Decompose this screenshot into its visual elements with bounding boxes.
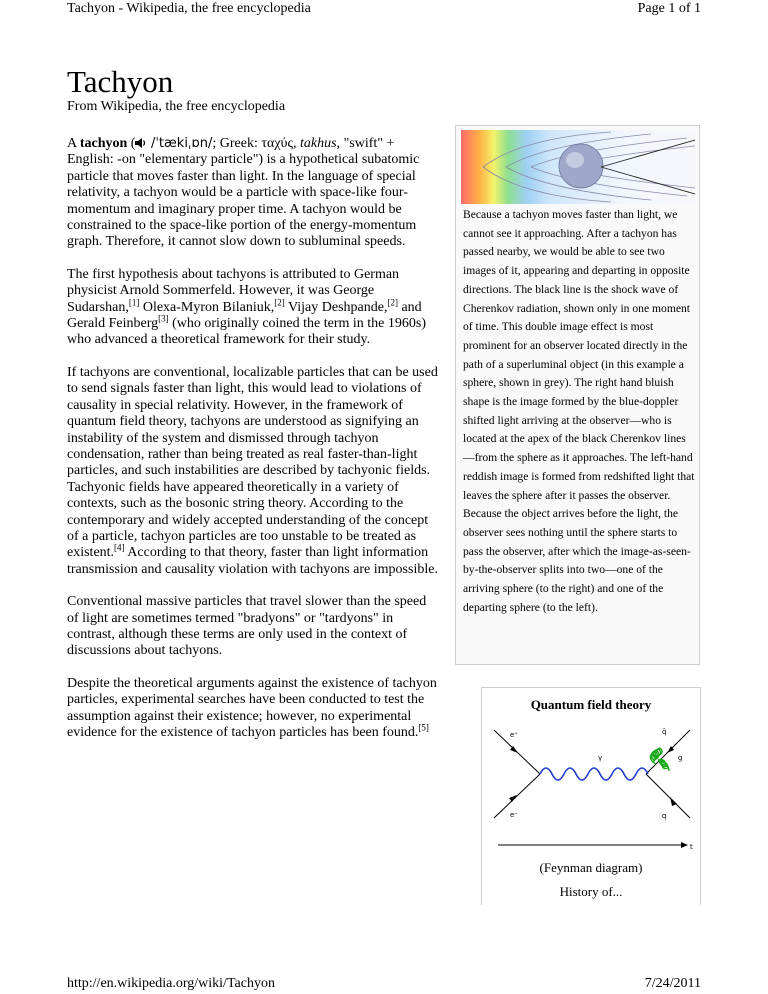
ref-2[interactable]: [2]: [274, 297, 285, 307]
ref-3[interactable]: [3]: [158, 313, 169, 324]
label-q: q: [662, 812, 667, 820]
history-of-link[interactable]: History of...: [559, 884, 623, 899]
label-e-plus: e⁺: [510, 731, 519, 739]
pronunciation[interactable]: /ˈtækiˌɒn/: [150, 136, 213, 151]
paragraph-experiments: Despite the theoretical arguments against the existence of tachyon particles, experimental searches have been conducted to test the assumption against their existence; however, no experimental evidence for the existence of tachyon particles has been found.[5]: [67, 675, 437, 740]
audio-speaker-icon[interactable]: [135, 138, 147, 148]
label-qbar: q̄: [662, 728, 667, 736]
label-gamma: γ: [598, 754, 603, 762]
thumbnail-figure: [455, 125, 700, 665]
paragraph-causality: If tachyons are conventional, localizable particles that can be used to send signals faster than light, this would lead to violations of causality in special relativity. However, in the framework of quantum field theory, tachyons are understood as signifying an instability of the system and dismissed through tachyon condensation, rather than being treated as real faster-than-light particles, and such instabilities are described by tachyonic fields. Tachyonic fields have appeared theoretically in a variety of contexts, such as the bosonic string theory. According to the contemporary and widely accepted understanding of the concept of a particle, tachyon particles are too unstable to be treated as existent.[4] According to that theory, faster than light information transmission and causality violation with tachyons are impossible.: [67, 364, 438, 577]
label-g: g: [678, 754, 683, 762]
print-header-title: Tachyon - Wikipedia, the free encyclopedia: [67, 1, 311, 16]
feynman-caption: (Feynman diagram): [539, 860, 643, 875]
ref-1[interactable]: [1]: [128, 297, 140, 307]
label-time: t: [690, 843, 693, 851]
tachyon-illustration-image[interactable]: [461, 130, 695, 204]
label-e-minus: e⁻: [510, 811, 519, 819]
qft-sidebar-title[interactable]: Quantum field theory: [530, 697, 652, 712]
paragraph-history: The first hypothesis about tachyons is attributed to German physicist Arnold Sommerfeld. However, it was George Sudarshan,[1] Olexa-Myron Bilaniuk,[2] Vijay Deshpande,[2] and Gerald Feinberg[3] (who originally coined the term in the 1960s) who advanced a theoretical framework for their study.: [67, 266, 426, 348]
term-tachyon: tachyon: [79, 136, 128, 151]
article-body: [67, 124, 439, 757]
page-title: Tachyon: [67, 64, 174, 99]
greek-word: ταχύς: [261, 136, 294, 151]
print-footer-url: http://en.wikipedia.org/wiki/Tachyon: [67, 976, 275, 991]
print-footer-date: 7/24/2011: [644, 976, 701, 991]
paragraph-bradyons: Conventional massive particles that travel slower than the speed of light are sometimes termed "bradyons" or "tardyons" in contrast, although these terms are only used in the context of discussions about tachyons.: [67, 594, 427, 659]
transliteration: takhus: [300, 136, 337, 151]
thumbnail-caption: Because a tachyon moves faster than light, we cannot see it approaching. After a tachyon has passed nearby, we would be able to see two images of it, appearing and departing in opposite directions. The black line is the shock wave of Cherenkov radiation, shown only in one moment of time. This double image effect is most prominent for an observer located directly in the path of a superluminal object (in this example a sphere, shown in grey). The right hand bluish shape is the image formed by the blue-doppler shifted light arriving at the observer—who is located at the apex of the black Cherenkov lines—from the sphere as it approaches. The left-hand reddish image is formed from redshifted light that leaves the sphere after it passes the observer. Because the object arrives before the light, the observer sees nothing until the sphere starts to pass the observer, after which the image-as-seen-by-the-observer splits into two—one of the arriving sphere (to the right) and one of the departing sphere (to the left).: [463, 208, 695, 614]
paragraph-intro: A tachyon ( /ˈtækiˌɒn/; Greek: ταχύς, takhus, "swift" + English: -on "elementary particle") is a hypothetical subatomic particle that moves faster than light. In the language of special relativity, a tachyon would be a particle with space-like four-momentum and imaginary proper time. A tachyon would be constrained to the space-like portion of the energy-momentum graph. Therefore, it cannot slow down to subluminal speeds.: [67, 136, 420, 250]
ref-4[interactable]: [4]: [114, 542, 125, 553]
ref-5[interactable]: [5]: [418, 722, 429, 733]
qft-sidebar: [481, 687, 701, 905]
page-subtitle: From Wikipedia, the free encyclopedia: [67, 99, 286, 114]
ref-2b[interactable]: [2]: [387, 297, 398, 307]
print-header-page: Page 1 of 1: [637, 1, 701, 16]
feynman-diagram-image[interactable]: [488, 724, 696, 852]
